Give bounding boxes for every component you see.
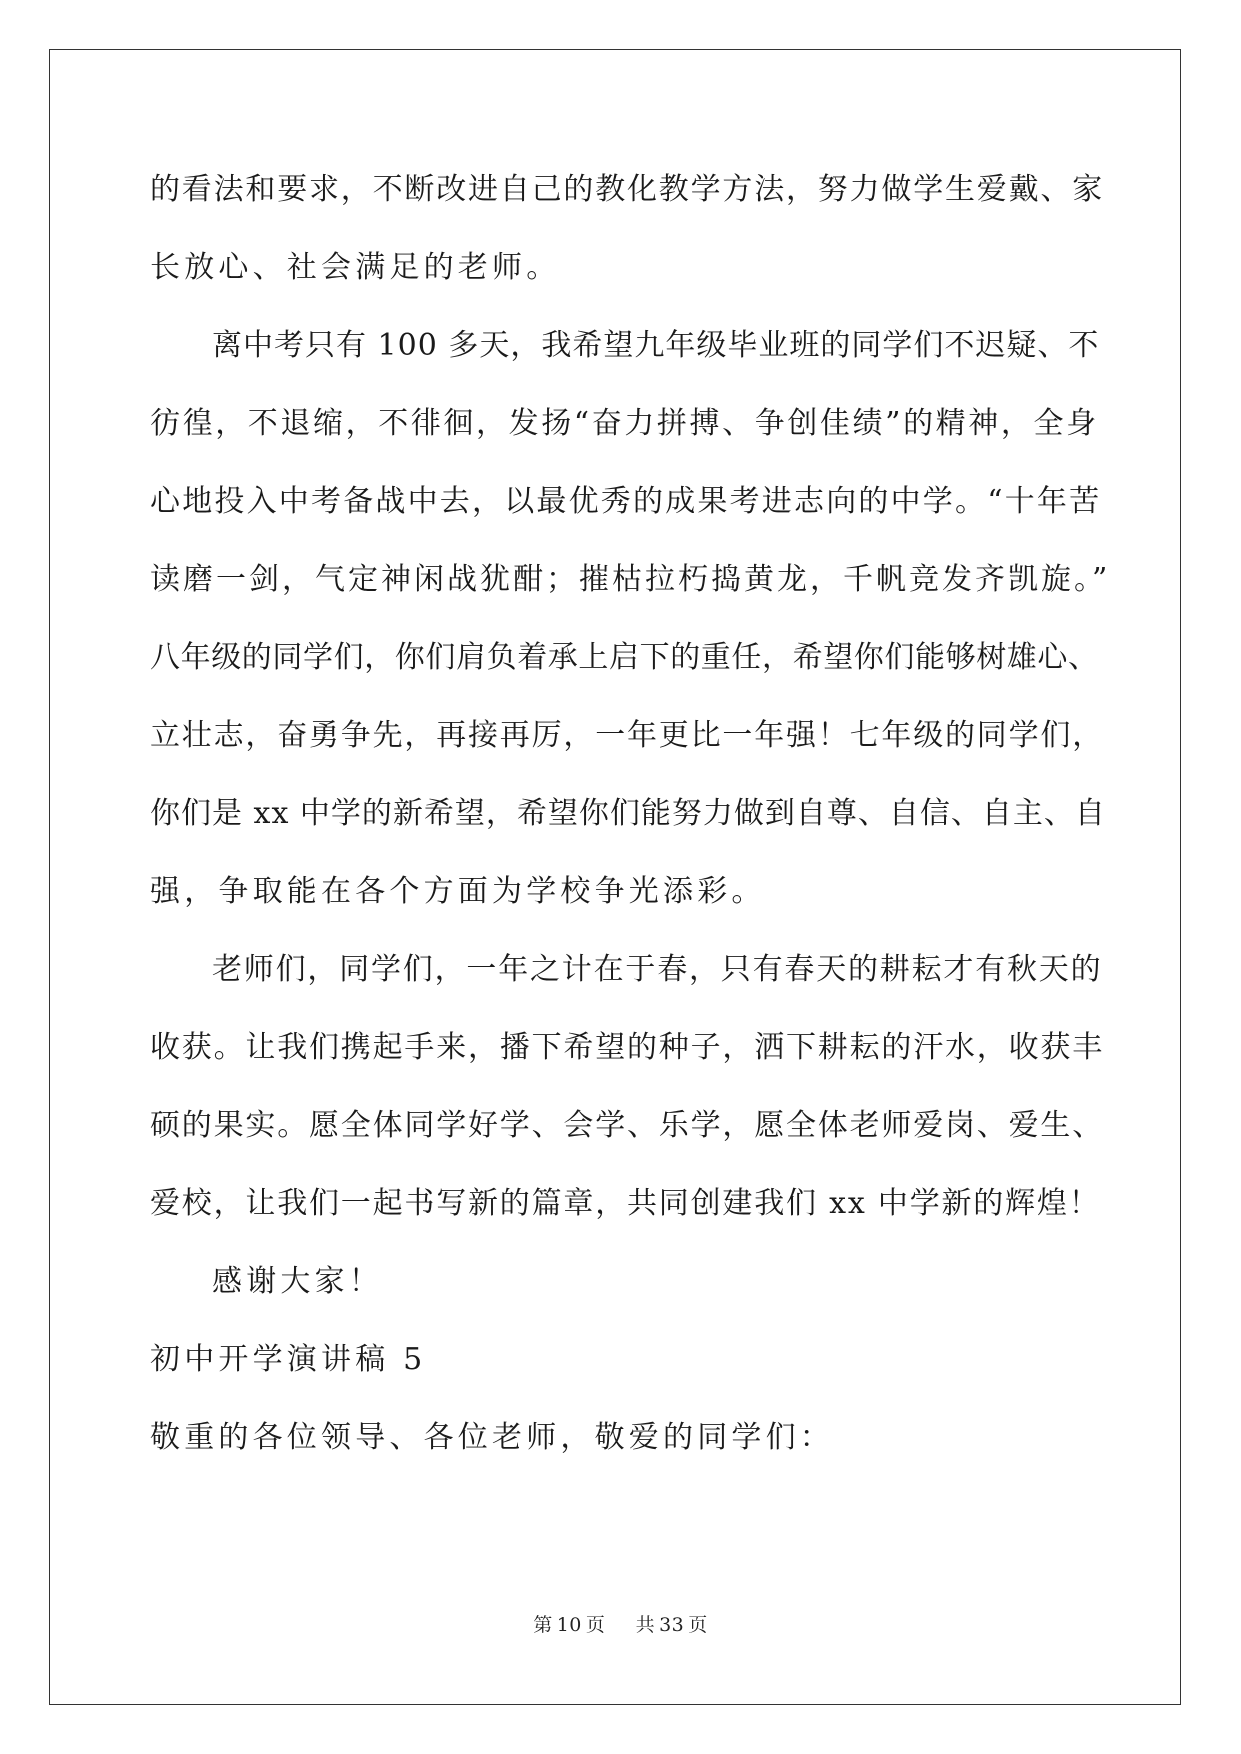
text-line: 离中考只有 100 多天，我希望九年级毕业班的同学们不迟疑、不 [212, 328, 1100, 363]
text-line: 长放心、社会满足的老师。 [150, 250, 561, 285]
text-line: 立壮志，奋勇争先，再接再厉，一年更比一年强！七年级的同学们， [150, 718, 1104, 753]
text-line: 爱校，让我们一起书写新的篇章，共同创建我们 xx 中学新的辉煌！ [150, 1186, 1101, 1221]
text-line: 初中开学演讲稿 5 [150, 1342, 427, 1377]
total-pages: 33 [659, 1614, 685, 1636]
page-number: 10 [556, 1614, 582, 1636]
text-line: 感谢大家！ [212, 1264, 383, 1299]
text-line: 读磨一剑，气定神闲战犹酣；摧枯拉朽捣黄龙，千帆竞发齐凯旋。” [150, 562, 1111, 597]
text-line: 彷徨，不退缩，不徘徊，发扬“奋力拼搏、争创佳绩”的精神，全身 [150, 406, 1099, 441]
text-line: 硕的果实。愿全体同学好学、会学、乐学，愿全体老师爱岗、爱生、 [150, 1108, 1104, 1143]
text-line: 老师们，同学们，一年之计在于春，只有春天的耕耘才有秋天的 [212, 952, 1103, 987]
document-body [150, 162, 1110, 1488]
page-suffix: 页 [585, 1614, 606, 1636]
text-line: 心地投入中考备战中去，以最优秀的成果考进志向的中学。“十年苦 [150, 484, 1102, 519]
page-prefix: 第 [533, 1614, 553, 1636]
text-line: 八年级的同学们，你们肩负着承上启下的重任，希望你们能够树雄心、 [150, 640, 1099, 675]
text-line: 强，争取能在各个方面为学校争光添彩。 [150, 874, 766, 909]
text-line: 的看法和要求，不断改进自己的教化教学方法，努力做学生爱戴、家 [150, 172, 1104, 207]
page-footer [0, 1610, 1241, 1637]
total-prefix: 共 [635, 1614, 656, 1636]
text-line: 你们是 xx 中学的新希望，希望你们能努力做到自尊、自信、自主、自 [150, 796, 1106, 831]
text-line: 收获。让我们携起手来，播下希望的种子，洒下耕耘的汗水，收获丰 [150, 1030, 1104, 1065]
text-line: 敬重的各位领导、各位老师，敬爱的同学们： [150, 1420, 834, 1455]
total-suffix: 页 [688, 1614, 708, 1636]
